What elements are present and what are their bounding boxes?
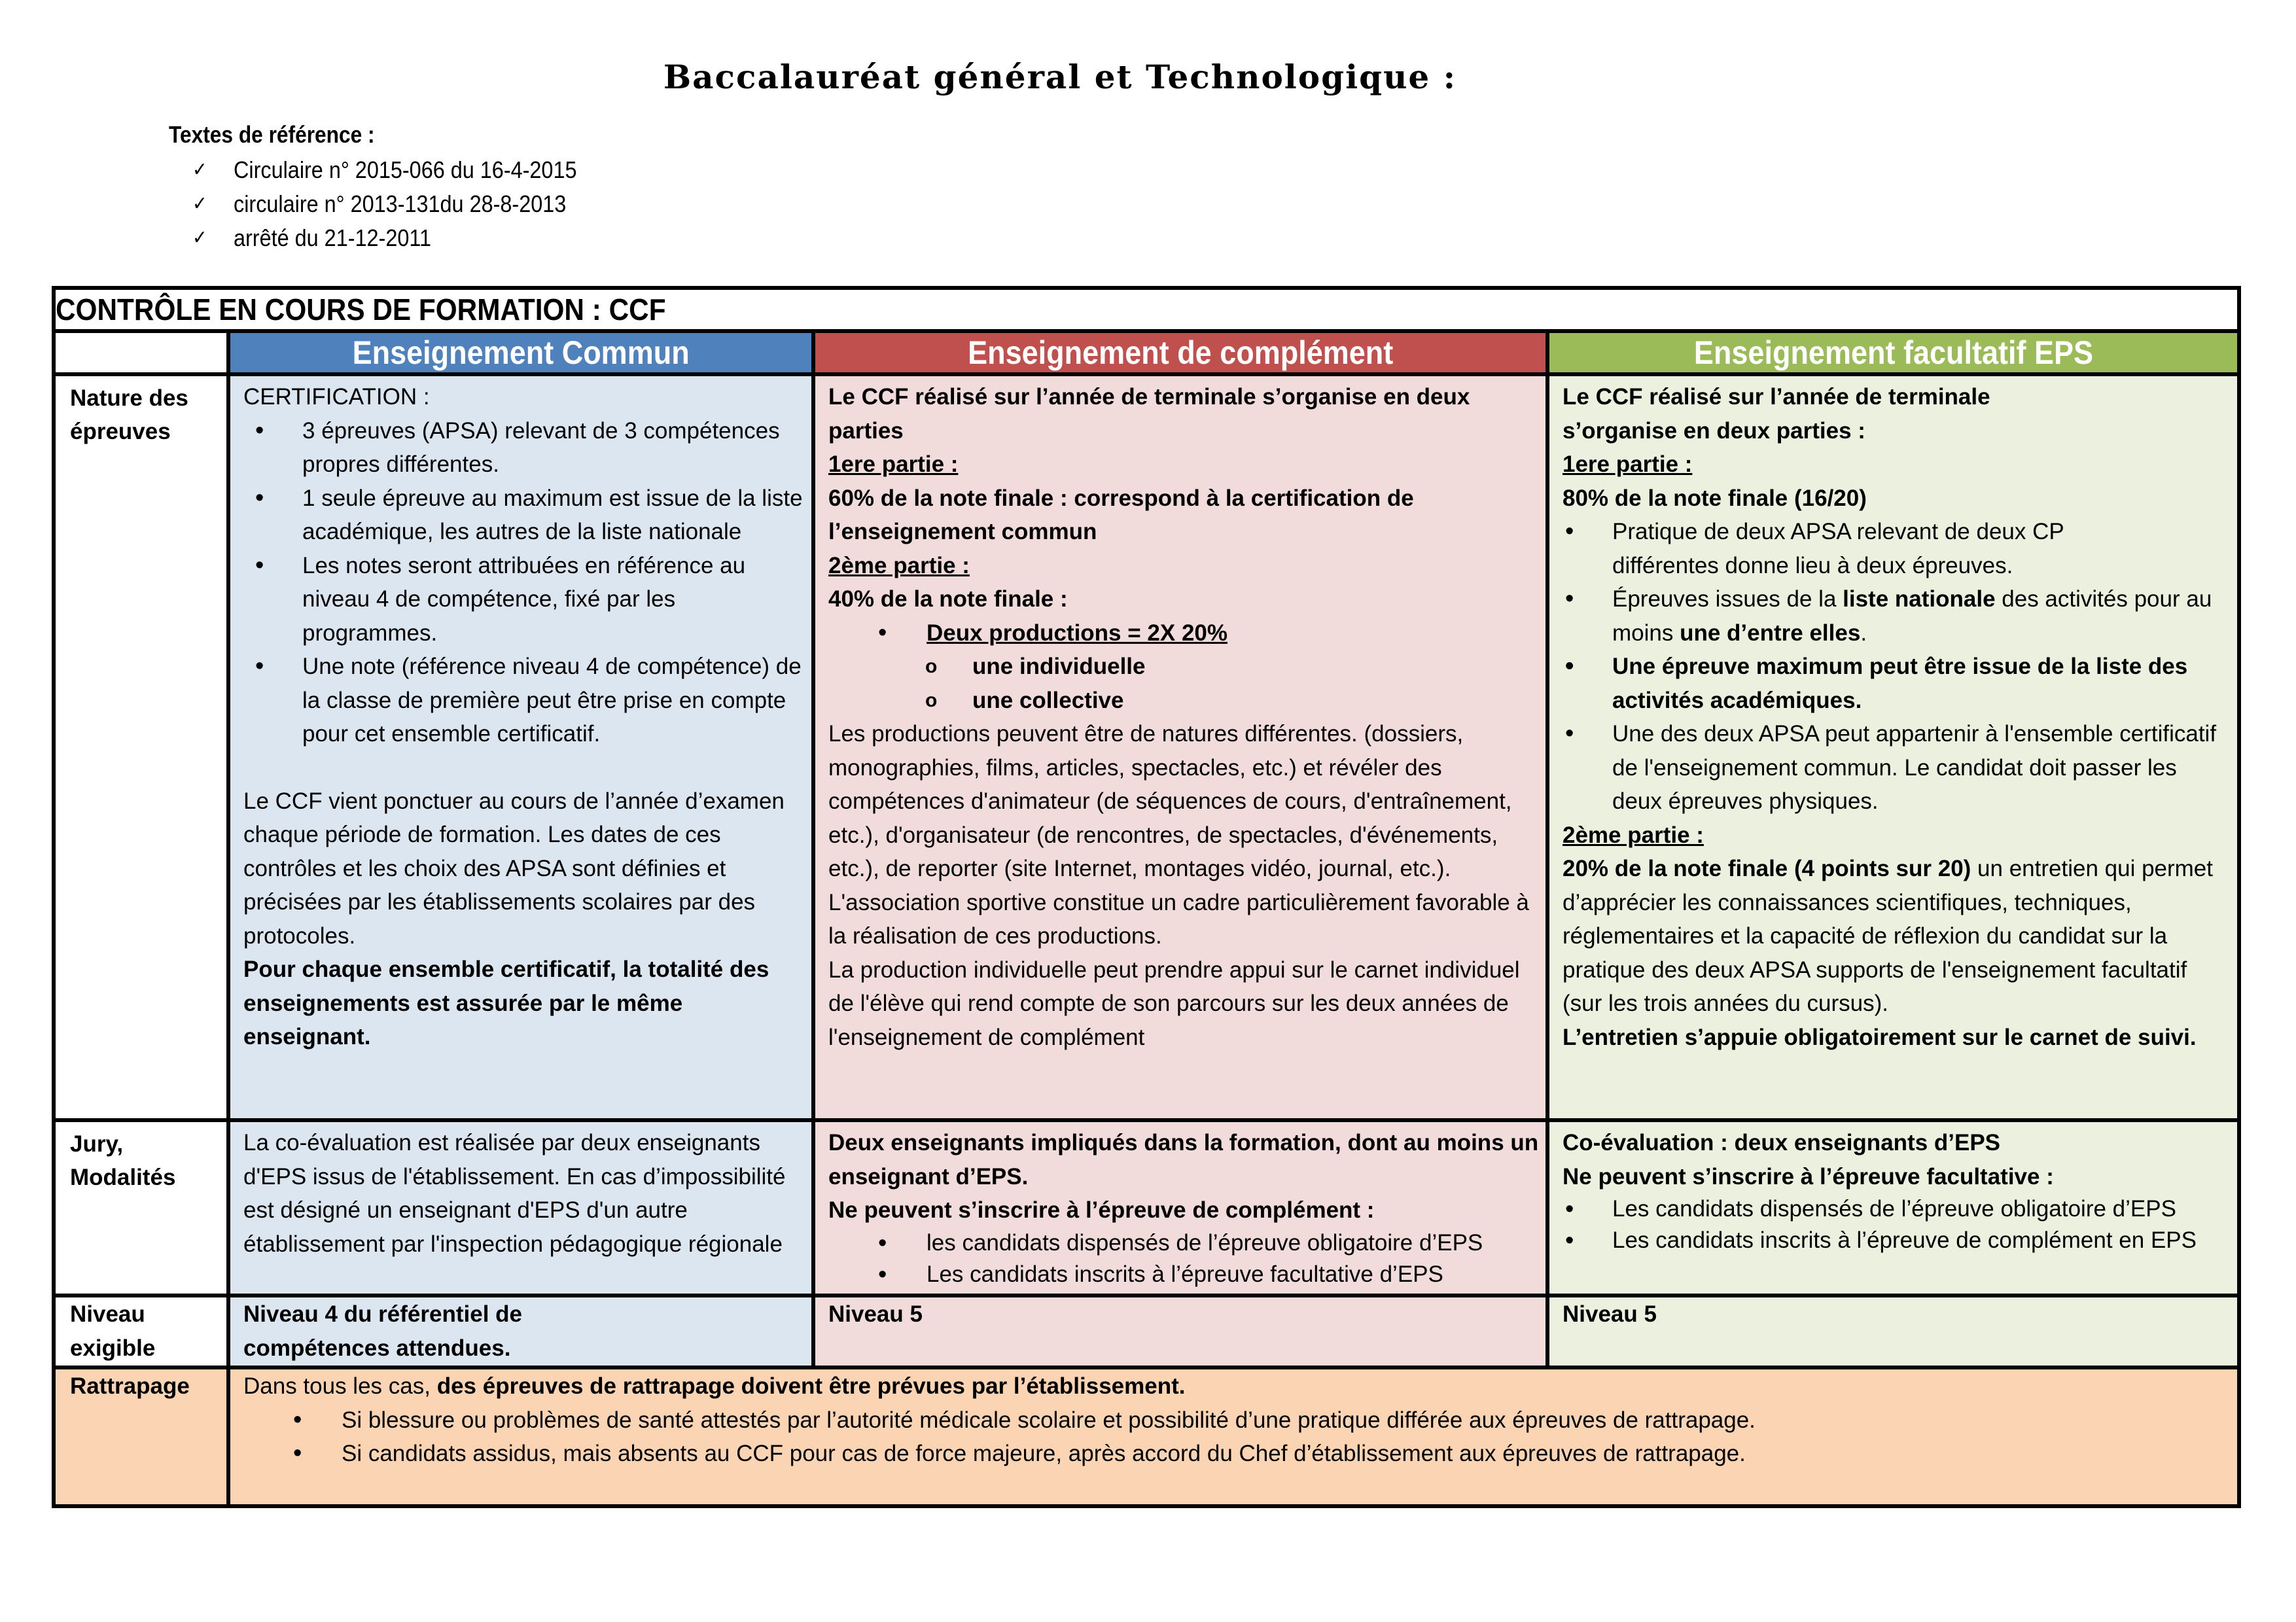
checkmark-icon: ✓ bbox=[192, 192, 207, 215]
cell-jury-commun: La co-évaluation est réalisée par deux enseignants d'EPS issus de l'établissement. En cas d’impossibilité est désigné un enseignant d'EPS d'un autre établissement par l'inspection pédagogique régionale bbox=[228, 1120, 813, 1296]
row-label-rattrapage: Rattrapage bbox=[54, 1367, 228, 1506]
table-row-niveau bbox=[54, 1296, 2239, 1367]
bullet-text: . bbox=[1860, 620, 1867, 646]
spacer bbox=[243, 751, 806, 785]
complement-paragraph-2: L'association sportive constitue un cadre particulièrement favorable à la réalisation de ces productions. bbox=[828, 889, 1529, 949]
complement-paragraph-1: Les productions peuvent être de natures différentes. (dossiers, monographies, films, articles, spectacles, etc.) et révéler des compétences d'animateur (de séquences de cours, d'entraînement, etc.), d'organisateur (de rencontres, de spectacles, d'événements, etc.), de reporter (site Internet, montages vidéo, journal, etc.). bbox=[828, 721, 1512, 881]
intro-plain: Dans tous les cas, bbox=[243, 1373, 437, 1399]
cell-nature-complement bbox=[813, 374, 1547, 1120]
bullet-item: • Les candidats dispensés de l’épreuve obligatoire d’EPS bbox=[1553, 1193, 2232, 1225]
references-heading: Textes de référence : bbox=[169, 121, 375, 148]
empty-header-cell bbox=[54, 331, 228, 374]
section-title: CONTRÔLE EN COURS DE FORMATION : CCF bbox=[56, 292, 666, 326]
rattrapage-bullets bbox=[243, 1403, 2232, 1471]
references-list bbox=[169, 153, 622, 255]
jury-bullets bbox=[828, 1227, 1540, 1290]
reference-item bbox=[169, 153, 577, 187]
bullet-item bbox=[1553, 582, 2232, 650]
ccf-bold-paragraph: Pour chaque ensemble certificatif, la totalité des enseignements est assurée par le même enseignant. bbox=[243, 957, 769, 1049]
jury-line-2: Ne peuvent s’inscrire à l’épreuve facultative : bbox=[1563, 1163, 2054, 1190]
production-item: o une collective bbox=[828, 684, 1540, 718]
header-label: Enseignement Commun bbox=[352, 334, 690, 371]
part1-text: 80% de la note finale (16/20) bbox=[1563, 485, 1867, 511]
header-enseignement-facultatif bbox=[1547, 331, 2239, 374]
bullet-bold: liste nationale bbox=[1843, 586, 1996, 612]
closing-bold: L’entretien s’appuie obligatoirement sur le carnet de suivi. bbox=[1563, 1024, 2197, 1050]
bullet-text: des activités pour au moins bbox=[1612, 586, 2212, 646]
bullet-item: • Les candidats inscrits à l’épreuve facultative d’EPS bbox=[828, 1259, 1540, 1290]
part2-label: 2ème partie : bbox=[828, 552, 970, 578]
jury-line-2: Ne peuvent s’inscrire à l’épreuve de complément : bbox=[828, 1197, 1375, 1223]
intro-bold: des épreuves de rattrapage doivent être prévues par l’établissement. bbox=[436, 1373, 1186, 1399]
table-title-cell bbox=[54, 288, 2239, 331]
jury-line-1: Co-évaluation : deux enseignants d’EPS bbox=[1563, 1130, 2001, 1155]
cell-nature-facultatif bbox=[1547, 374, 2239, 1120]
table-row-jury bbox=[54, 1120, 2239, 1296]
certification-intro: CERTIFICATION : bbox=[243, 384, 430, 410]
column-header-row bbox=[54, 331, 2239, 374]
references-block bbox=[169, 119, 622, 255]
header-enseignement-complement bbox=[813, 331, 1547, 374]
certification-bullets bbox=[243, 414, 806, 751]
part2-text: un entretien qui permet d’apprécier les connaissances scientifiques, techniques, réglementaires et la capacité de réflexion du candidat sur la pratique des deux APSA supports de l'enseignement facultatif (sur les trois années du cursus). bbox=[1563, 856, 2213, 1016]
bullet-item: • Si blessure ou problèmes de santé attestés par l’autorité médicale scolaire et possibilité d’une pratique différée aux épreuves de rattrapage. bbox=[243, 1403, 2232, 1437]
bullet-bold: une d’entre elles bbox=[1680, 620, 1861, 646]
document-title: Baccalauréat général et Technologique : bbox=[663, 58, 1457, 96]
reference-text: circulaire n° 2013-131du 28-8-2013 bbox=[234, 190, 567, 217]
checkmark-icon: ✓ bbox=[192, 158, 207, 181]
header-label: Enseignement facultatif EPS bbox=[1693, 334, 2093, 371]
bullet-item: • Une note (référence niveau 4 de compétence) de la classe de première peut être prise en compte pour cet ensemble certificatif. bbox=[243, 650, 806, 751]
cell-niveau-commun: Niveau 4 du référentiel de compétences attendues. bbox=[228, 1296, 813, 1367]
bullet-item: • Une épreuve maximum peut être issue de la liste des activités académiques. bbox=[1553, 650, 2232, 717]
bullet-item: • Les notes seront attribuées en référence au niveau 4 de compétence, fixé par les programmes. bbox=[243, 549, 806, 650]
productions-label: Deux productions = 2X 20% bbox=[927, 620, 1227, 646]
part2-text: 40% de la note finale : bbox=[828, 586, 1068, 612]
row-label-jury: Jury, Modalités bbox=[54, 1120, 228, 1296]
reference-item bbox=[169, 221, 577, 255]
cell-jury-facultatif bbox=[1547, 1120, 2239, 1296]
rattrapage-intro bbox=[243, 1369, 2232, 1403]
bullet-item: • 3 épreuves (APSA) relevant de 3 compétences propres différentes. bbox=[243, 414, 806, 482]
header-enseignement-commun bbox=[228, 331, 813, 374]
jury-bullets bbox=[1553, 1193, 2232, 1256]
bullet-text: Épreuves issues de la bbox=[1612, 586, 1843, 612]
productions-sublist bbox=[828, 650, 1540, 717]
bullet-item: • Si candidats assidus, mais absents au CCF pour cas de force majeure, après accord du Chef d’établissement aux épreuves de rattrapage. bbox=[243, 1437, 2232, 1471]
checkmark-icon: ✓ bbox=[192, 226, 207, 249]
reference-text: Circulaire n° 2015-066 du 16-4-2015 bbox=[234, 156, 577, 183]
cell-nature-commun bbox=[228, 374, 813, 1120]
reference-text: arrêté du 21-12-2011 bbox=[234, 224, 432, 251]
header-label: Enseignement de complément bbox=[967, 334, 1394, 371]
facultatif-bullets bbox=[1553, 515, 2232, 819]
bullet-item: • Pratique de deux APSA relevant de deux CP différentes donne lieu à deux épreuves. bbox=[1553, 515, 2232, 582]
table-row-rattrapage bbox=[54, 1367, 2239, 1506]
production-item: o une individuelle bbox=[828, 650, 1540, 684]
ccf-paragraph: Le CCF vient ponctuer au cours de l’année d’examen chaque période de formation. Les dates de ces contrôles et les choix des APSA sont définies et précisées par les établissements scolaires par des protocoles. bbox=[243, 788, 785, 949]
part1-text: 60% de la note finale : correspond à la certification de l’enseignement commun bbox=[828, 485, 1414, 544]
jury-line-1: Deux enseignants impliqués dans la formation, dont au moins un enseignant d’EPS. bbox=[828, 1130, 1539, 1190]
cell-rattrapage bbox=[228, 1367, 2239, 1506]
facultatif-intro: Le CCF réalisé sur l’année de terminale s’organise en deux parties : bbox=[1563, 384, 1990, 444]
table-row-nature bbox=[54, 374, 2239, 1120]
productions-list bbox=[828, 616, 1540, 650]
bullet-item: • Les candidats inscrits à l’épreuve de complément en EPS bbox=[1553, 1225, 2232, 1256]
reference-item bbox=[169, 187, 577, 221]
cell-niveau-facultatif: Niveau 5 bbox=[1547, 1296, 2239, 1367]
complement-paragraph-3: La production individuelle peut prendre appui sur le carnet individuel de l'élève qui rend compte de son parcours sur les deux années de l'enseignement de complément bbox=[828, 957, 1520, 1050]
part1-label: 1ere partie : bbox=[828, 451, 959, 477]
part2-label: 2ème partie : bbox=[1563, 822, 1704, 848]
bullet-item: • les candidats dispensés de l’épreuve obligatoire d’EPS bbox=[828, 1227, 1540, 1259]
part1-label: 1ere partie : bbox=[1563, 451, 1693, 477]
part2-bold: 20% de la note finale (4 points sur 20) bbox=[1563, 856, 1971, 881]
bullet-item: • 1 seule épreuve au maximum est issue de la liste académique, les autres de la liste nationale bbox=[243, 482, 806, 549]
part2-paragraph bbox=[1563, 852, 2232, 1021]
row-label-nature: Nature des épreuves bbox=[54, 374, 228, 1120]
cell-jury-complement bbox=[813, 1120, 1547, 1296]
bullet-item: • Une des deux APSA peut appartenir à l'ensemble certificatif de l'enseignement commun. Le candidat doit passer les deux épreuves physiques. bbox=[1553, 717, 2232, 819]
cell-niveau-complement: Niveau 5 bbox=[813, 1296, 1547, 1367]
row-label-niveau: Niveau exigible bbox=[54, 1296, 228, 1367]
complement-intro: Le CCF réalisé sur l’année de terminale s’organise en deux parties bbox=[828, 384, 1470, 444]
table-title-row bbox=[54, 288, 2239, 331]
ccf-table bbox=[52, 286, 2241, 1508]
